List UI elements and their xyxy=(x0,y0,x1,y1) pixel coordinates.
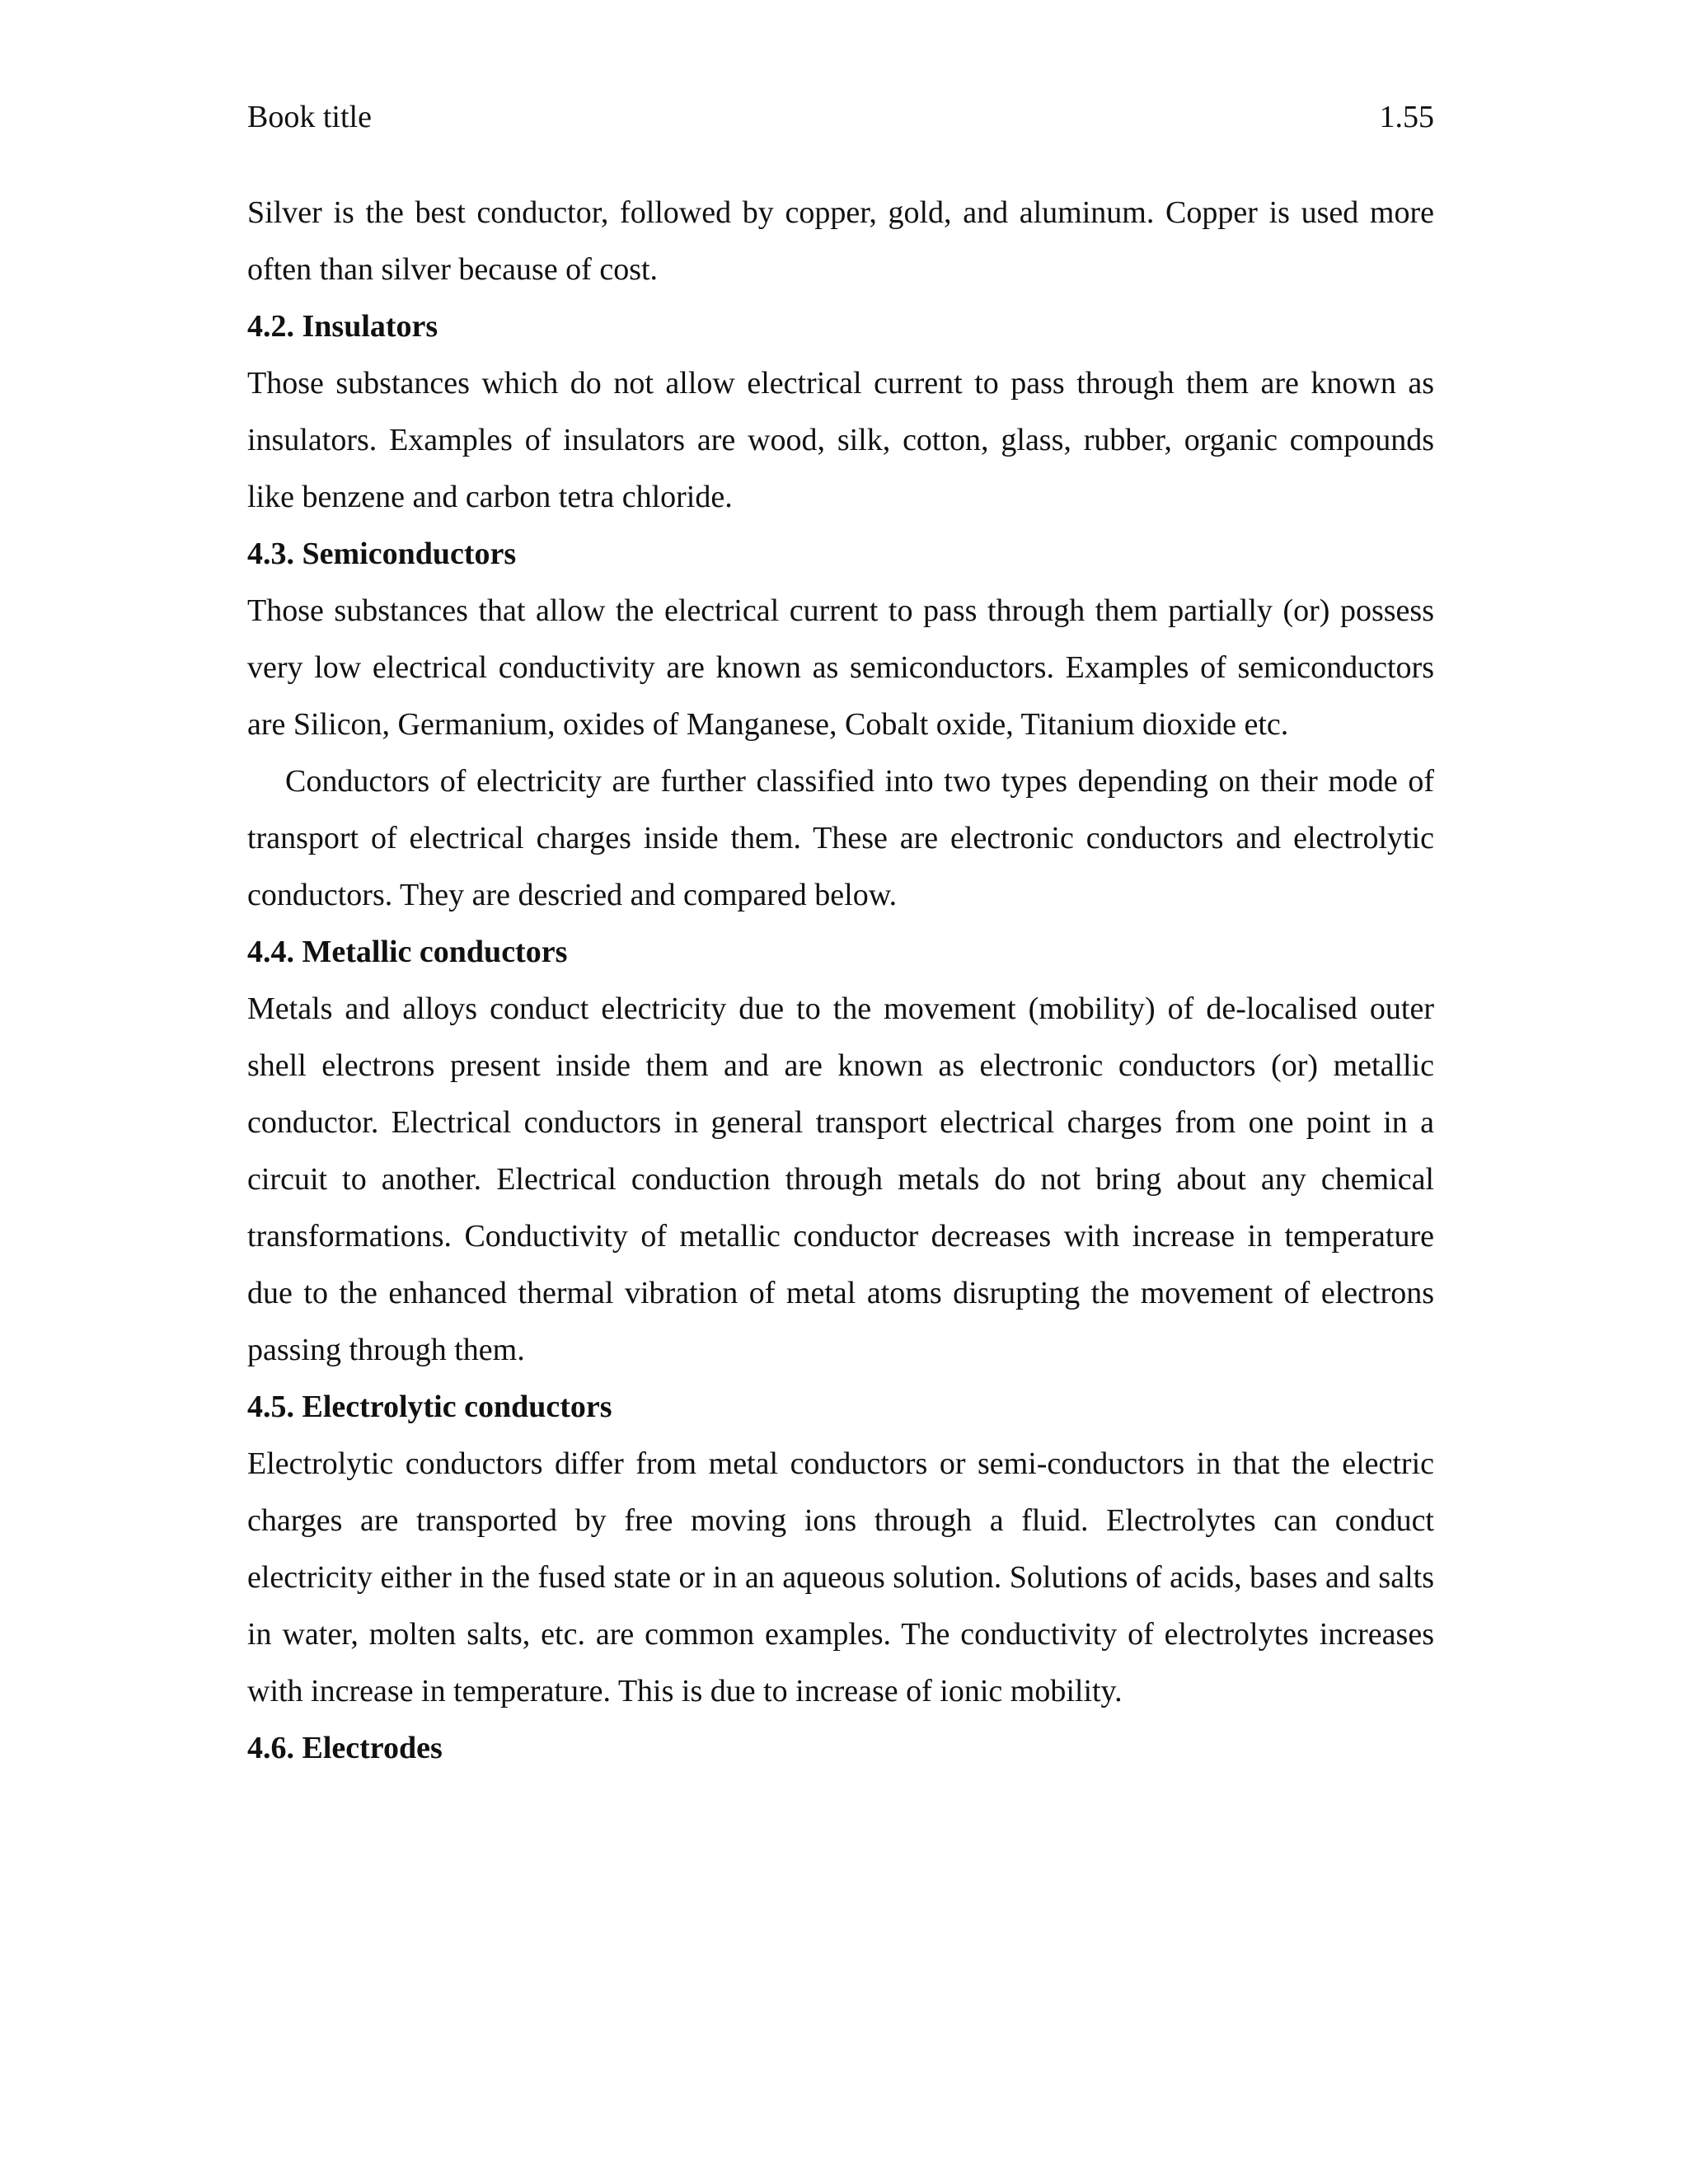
electrolytic-conductors-paragraph: Electrolytic conductors differ from metal conductors or semi-conductors in that the electric charges are transported by free moving ions through a fluid. Electrolytes can conduct electricity either in the fused state or in an aqueous solution. Solutions of acids, bases and salts in water, molten salts, etc. are common examples. The conductivity of electrolytes increases with increase in temperature. This is due to increase of ionic mobility. xyxy=(247,1446,1434,1708)
semiconductors-paragraph: Those substances that allow the electrical current to pass through them partially (or) possess very low electrical conductivity are known as semiconductors. Examples of semiconductors are Silicon, Germanium, oxides of Manganese, Cobalt oxide, Titanium dioxide etc. xyxy=(247,593,1434,742)
document-page xyxy=(247,97,1434,1777)
section-heading-electrolytic-conductors: 4.5. Electrolytic conductors xyxy=(247,1390,612,1424)
conductor-classification-paragraph: Conductors of electricity are further classified into two types depending on their mode of transport of electrical charges inside them. These are electronic conductors and electrolytic conductors. They are descried and compared below. xyxy=(247,764,1434,912)
section-heading-insulators: 4.2. Insulators xyxy=(247,309,438,344)
intro-paragraph: Silver is the best conductor, followed by copper, gold, and aluminum. Copper is used more often than silver because of cost. xyxy=(247,195,1434,287)
section-heading-electrodes: 4.6. Electrodes xyxy=(247,1731,443,1765)
section-heading-metallic-conductors: 4.4. Metallic conductors xyxy=(247,935,568,969)
book-title: Book title xyxy=(247,100,372,134)
page-number: 1.55 xyxy=(1379,100,1434,134)
insulators-paragraph: Those substances which do not allow electrical current to pass through them are known as insulators. Examples of insulators are wood, silk, cotton, glass, rubber, organic compounds like benzene and carbon tetra chloride. xyxy=(247,366,1434,514)
section-heading-semiconductors: 4.3. Semiconductors xyxy=(247,537,517,571)
metallic-conductors-paragraph: Metals and alloys conduct electricity due to the movement (mobility) of de-localised outer shell electrons present inside them and are known as electronic conductors (or) metallic conductor. Electrical conductors in general transport electrical charges from one point in a circuit to another. Electrical conduction through metals do not bring about any chemical transformations. Conductivity of metallic conductor decreases with increase in temperature due to the enhanced thermal vibration of metal atoms disrupting the movement of electrons passing through them. xyxy=(247,991,1434,1367)
running-header xyxy=(247,97,1434,137)
